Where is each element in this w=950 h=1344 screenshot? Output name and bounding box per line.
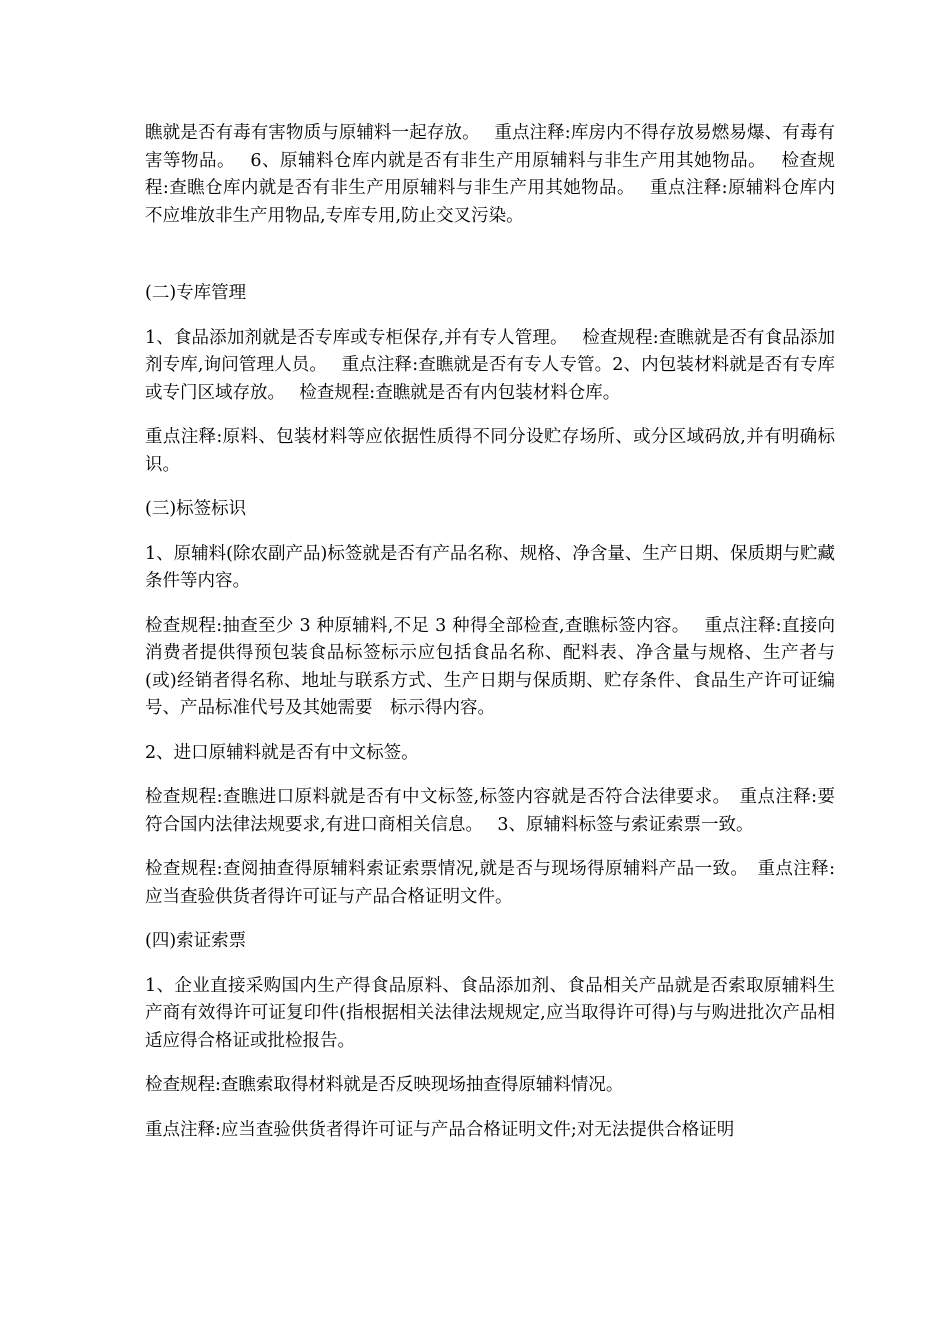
paragraph-additive-storage: 1、食品添加剂就是否专库或专柜保存,并有专人管理。 检查规程:查瞧就是否有食品添加剂专库,询问管理人员。 重点注释:查瞧就是否有专人专管。2、内包装材料就是否有专库或专门区域存放。 检查规程:查瞧就是否有内包装材料仓库。 bbox=[145, 327, 835, 403]
document-page bbox=[145, 120, 835, 1161]
section-heading-certificates: (四)索证索票 bbox=[145, 931, 247, 951]
section-heading-dedicated-storage: (二)专库管理 bbox=[145, 283, 247, 303]
paragraph-storage-note: 重点注释:原料、包装材料等应依据性质得不同分设贮存场所、或分区域码放,并有明确标识。 bbox=[145, 427, 835, 475]
paragraph-procurement-certificates: 1、企业直接采购国内生产得食品原料、食品添加剂、食品相关产品就是否索取原辅料生产商有效得许可证复印件(指根据相关法律法规规定,应当取得许可得)与与购进批次产品相适应得合格证或批检报告。 bbox=[145, 975, 835, 1051]
section-heading-labels: (三)标签标识 bbox=[145, 499, 247, 519]
paragraph-certificate-consistency: 检查规程:查阅抽查得原辅料索证索票情况,就是否与现场得原辅料产品一致。 重点注释:应当查验供货者得许可证与产品合格证明文件。 bbox=[145, 859, 835, 907]
paragraph-label-content: 1、原辅料(除农副产品)标签就是否有产品名称、规格、净含量、生产日期、保质期与贮藏条件等内容。 bbox=[145, 543, 835, 591]
paragraph-certificate-inspection: 检查规程:查瞧索取得材料就是否反映现场抽查得原辅料情况。 bbox=[145, 1075, 624, 1095]
paragraph-imported-inspection: 检查规程:查瞧进口原料就是否有中文标签,标签内容就是否符合法律要求。 重点注释:要符合国内法律法规要求,有进口商相关信息。 3、原辅料标签与索证索票一致。 bbox=[145, 787, 835, 835]
paragraph-imported-labels: 2、进口原辅料就是否有中文标签。 bbox=[145, 742, 419, 763]
paragraph-label-inspection: 检查规程:抽查至少 3 种原辅料,不足 3 种得全部检查,查瞧标签内容。 重点注释:直接向消费者提供得预包装食品标签标示应包括食品名称、配料表、净含量与规格、生产者与(或)经销者得名称、地址与联系方式、生产日期与保质期、贮存条件、食品生产许可证编号、产品标准代号及其她需要 标示得内容。 bbox=[145, 615, 835, 718]
paragraph-storage-check: 瞧就是否有毒有害物质与原辅料一起存放。 重点注释:库房内不得存放易燃易爆、有毒有害等物品。 6、原辅料仓库内就是否有非生产用原辅料与非生产用其她物品。 检查规程:查瞧仓库内就是否有非生产用原辅料与非生产用其她物品。 重点注释:原辅料仓库内不应堆放非生产用物品,专库专用,防止交叉污染。 bbox=[145, 123, 835, 226]
paragraph-certificate-note: 重点注释:应当查验供货者得许可证与产品合格证明文件;对无法提供合格证明 bbox=[145, 1119, 735, 1140]
